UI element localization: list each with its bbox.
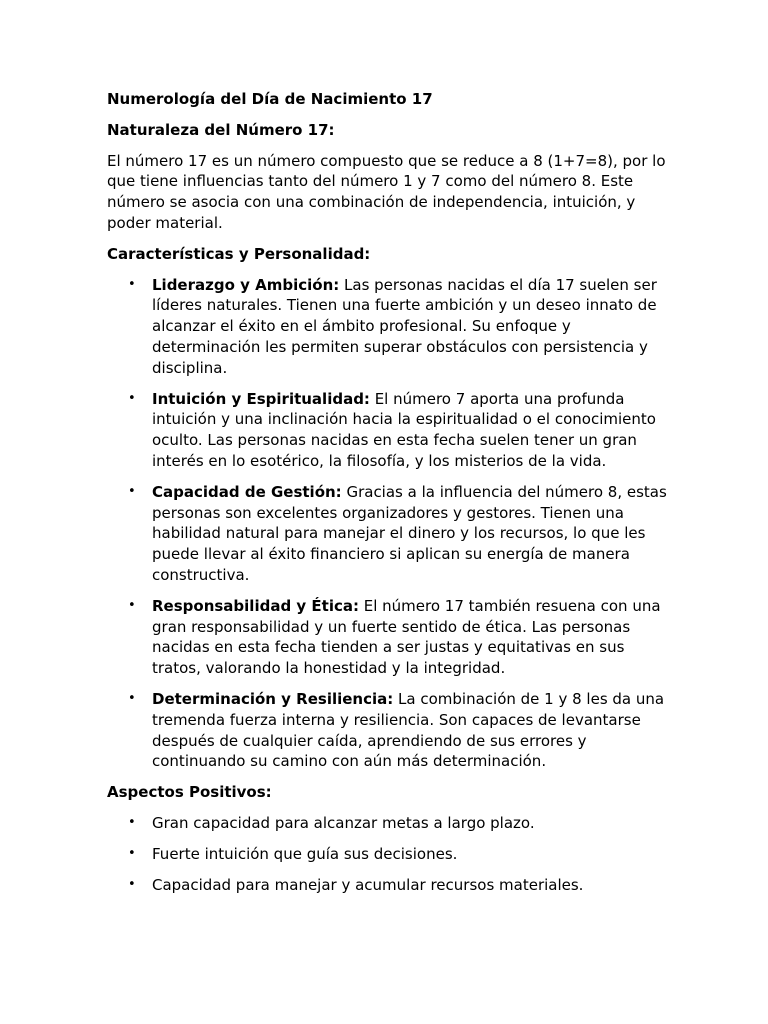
trait-text: El número 7 aporta una profunda intuición y una inclinación hacia la espiritualidad o el conocimiento oculto. Las personas nacidas en esta fecha suelen tener un gran interés en lo esotérico, la filosofía, y los misterios de la vida. <box>152 389 656 470</box>
traits-list <box>107 275 669 773</box>
trait-label: Responsabilidad y Ética: <box>152 596 359 615</box>
traits-heading: Características y Personalidad: <box>107 244 371 263</box>
document-title: Numerología del Día de Nacimiento 17 <box>107 90 433 108</box>
bullet-icon: • <box>128 845 136 861</box>
positive-item <box>107 813 669 834</box>
nature-paragraph: El número 17 es un número compuesto que se reduce a 8 (1+7=8), por lo que tiene influencias tanto del número 1 y 7 como del número 8. Este número se asocia con una combinación de independencia, intuición, y poder material. <box>107 151 666 232</box>
bullet-icon: • <box>128 814 136 830</box>
bullet-icon: • <box>128 876 136 892</box>
bullet-icon: • <box>128 690 136 706</box>
trait-text: Las personas nacidas el día 17 suelen ser líderes naturales. Tienen una fuerte ambición y un deseo innato de alcanzar el éxito en el ámbito profesional. Su enfoque y determinación les permiten superar obstáculos con persistencia y disciplina. <box>152 275 657 377</box>
trait-label: Intuición y Espiritualidad: <box>152 389 370 408</box>
trait-text: Gracias a la influencia del número 8, estas personas son excelentes organizadores y gestores. Tienen una habilidad natural para manejar el dinero y los recursos, lo que les puede llevar al éxito financiero si aplican su energía de manera constructiva. <box>152 482 667 584</box>
trait-item <box>107 275 669 379</box>
trait-item <box>107 596 669 679</box>
positive-text: Fuerte intuición que guía sus decisiones. <box>152 844 458 863</box>
trait-text: El número 17 también resuena con una gran responsabilidad y un fuerte sentido de ética. Las personas nacidas en esta fecha tienden a ser justas y equitativas en sus tratos, valorando la honestidad y la integridad. <box>152 596 661 678</box>
trait-label: Liderazgo y Ambición: <box>152 275 340 294</box>
bullet-icon: • <box>128 597 136 613</box>
positive-text: Gran capacidad para alcanzar metas a largo plazo. <box>152 813 535 832</box>
trait-label: Capacidad de Gestión: <box>152 482 342 501</box>
positives-heading: Aspectos Positivos: <box>107 783 272 802</box>
positives-list <box>107 813 669 895</box>
document-body <box>107 89 669 905</box>
positive-item <box>107 844 669 865</box>
bullet-icon: • <box>128 390 136 406</box>
trait-item <box>107 689 669 772</box>
positive-text: Capacidad para manejar y acumular recursos materiales. <box>152 875 584 894</box>
trait-item <box>107 482 669 586</box>
trait-text: La combinación de 1 y 8 les da una tremenda fuerza interna y resiliencia. Son capaces de levantarse después de cualquier caída, aprendiendo de sus errores y continuando su camino con aún más determinación. <box>152 689 665 771</box>
trait-item <box>107 389 669 472</box>
bullet-icon: • <box>128 483 136 499</box>
positive-item <box>107 875 669 896</box>
bullet-icon: • <box>128 276 136 292</box>
nature-heading: Naturaleza del Número 17: <box>107 120 335 139</box>
trait-label: Determinación y Resiliencia: <box>152 689 394 708</box>
